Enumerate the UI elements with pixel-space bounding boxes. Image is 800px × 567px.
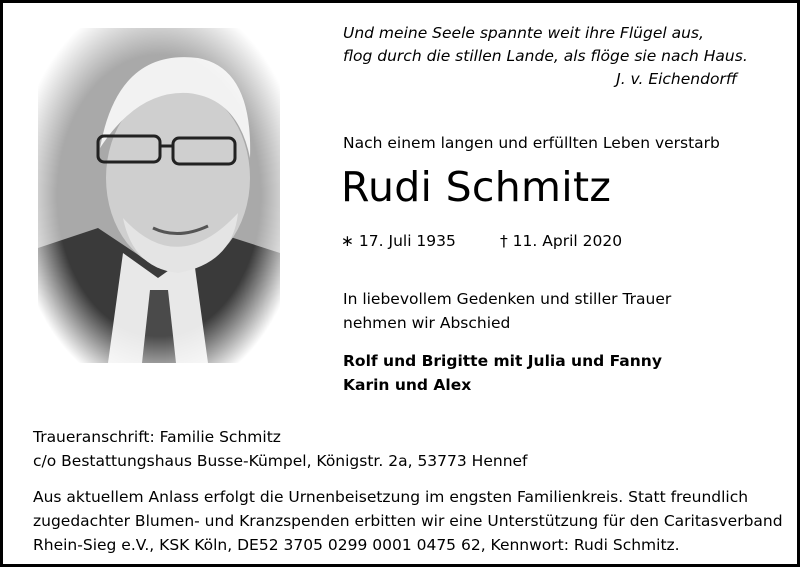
mourners-list bbox=[343, 349, 662, 397]
farewell-line-1: In liebevollem Gedenken und stiller Trauer bbox=[343, 290, 672, 308]
death-date: † 11. April 2020 bbox=[500, 232, 623, 250]
birth-date: ∗ 17. Juli 1935 bbox=[341, 232, 456, 250]
quote-author: J. v. Eichendorff bbox=[616, 70, 737, 88]
mourning-address bbox=[33, 425, 528, 473]
address-line-1: Traueranschrift: Familie Schmitz bbox=[33, 428, 281, 446]
notice-line-3: Rhein-Sieg e.V., KSK Köln, DE52 3705 0299 0001 0475 62, Kennwort: Rudi Schmitz. bbox=[33, 536, 680, 554]
intro-text: Nach einem langen und erfüllten Leben verstarb bbox=[343, 134, 720, 152]
mourners-line-2: Karin und Alex bbox=[343, 376, 472, 394]
quote-line-1: Und meine Seele spannte weit ihre Flügel aus, bbox=[343, 24, 704, 42]
photo-vignette bbox=[38, 28, 280, 363]
mourners-line-1: Rolf und Brigitte mit Julia und Fanny bbox=[343, 352, 662, 370]
portrait-illustration bbox=[38, 28, 280, 363]
farewell-text bbox=[343, 287, 671, 335]
deceased-name: Rudi Schmitz bbox=[341, 163, 612, 211]
portrait-photo bbox=[38, 28, 280, 363]
burial-notice bbox=[33, 485, 793, 557]
notice-line-1: Aus aktuellem Anlass erfolgt die Urnenbeisetzung im engsten Familienkreis. Statt freundlich bbox=[33, 488, 749, 506]
address-line-2: c/o Bestattungshaus Busse-Kümpel, Königstr. 2a, 53773 Hennef bbox=[33, 452, 528, 470]
quote-line-2: flog durch die stillen Lande, als flöge sie nach Haus. bbox=[343, 47, 748, 65]
farewell-line-2: nehmen wir Abschied bbox=[343, 314, 511, 332]
notice-line-2: zugedachter Blumen- und Kranzspenden erbitten wir eine Unterstützung für den Caritasverband bbox=[33, 512, 783, 530]
eichendorff-quote bbox=[343, 22, 748, 91]
